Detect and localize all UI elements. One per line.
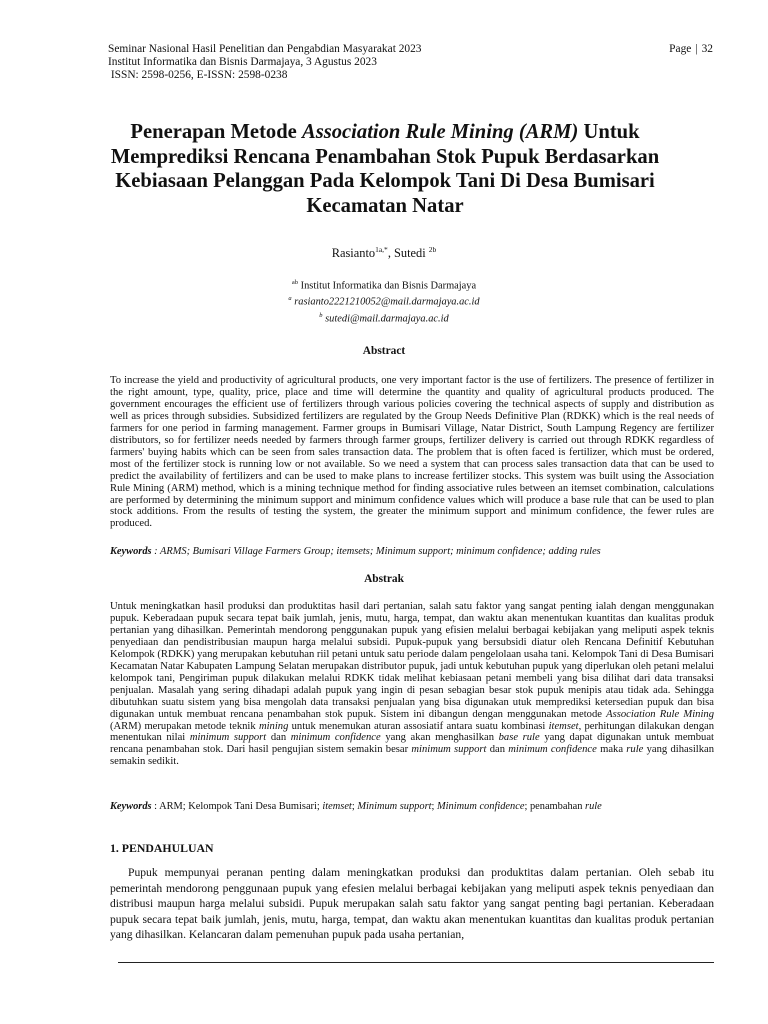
section-body: Pupuk mempunyai peranan penting dalam meningkatkan produksi dan produktitas dalam pertanian. Oleh sebab itu pemerintah mendorong penggunaan pupuk yang efesien melalui berbagai kebijakan yang meliputi aspek teknis penyediaan dan distribusi maupun harga melalui subsidi. Pupuk merupakan salah satu faktor yang sangat penting bagi pertanian. Keberadaan pupuk secara tepat baik jumlah, jenis, mutu, harga, tempat, dan waktu akan menentukan kuantitas dan kualitas produk pertanian yang dihasilkan. Kelancaran dalam pemenuhan pupuk pada usaha pertanian, bbox=[110, 866, 714, 942]
header-conference: Seminar Nasional Hasil Penelitian dan Pengabdian Masyarakat 2023 bbox=[108, 43, 422, 55]
abstrak-keywords: Keywords : ARM; Kelompok Tani Desa Bumisari; itemset; Minimum support; Minimum confidence; penambahan rule bbox=[110, 801, 602, 812]
page-number: Page | 32 bbox=[669, 43, 713, 55]
section-heading: 1. PENDAHULUAN bbox=[110, 841, 214, 855]
header-venue: Institut Informatika dan Bisnis Darmajaya, 3 Agustus 2023 bbox=[108, 56, 377, 68]
abstract-body: To increase the yield and productivity of agricultural products, one very important factor is the use of fertilizers. The presence of fertilizer in the right amount, type, quality, price, place and time will determine the quantity and quality of agricultural products produced. The government encourages the efficient use of fertilizers through various policies covering the technical aspects of supply and distribution as well as prices through subsidies. Subsidized fertilizers are regulated by the Group Needs Definitive Plan (RDKK) which is the real needs of farmers for one period in farming management. Farmer groups in Bumisari Village, Natar District, South Lampung Regency are fertilizer distributors, so for fertilizer needs needed by farmers through farmer groups, fertilizer delivery is carried out through RDKK regardless of farmers' buying habits which can be seen from sales transaction data. The problem that is often faced is fertilizer, which must be ordered, most of the fertilizer stock is running low or not available. So we need a system that can process sales transaction data that can be used to predict the availability of fertilizers and can be used to make plans to increase fertilizer stocks. This system was built using the Association Rule Mining (ARM) method, which is a mining technique method for finding associative rules between an itemset combination, calculations are performed by determining the minimum support and minimum confidence values which will produce a base rule that can be used to plan stock additions. From the results of testing the system, the greater the minimum support and minimum confidence, the fewer rules are produced. bbox=[110, 375, 714, 530]
paper-title: Penerapan Metode Association Rule Mining (ARM) Untuk Memprediksi Rencana Penambahan Stok Pupuk Berdasarkan Kebiasaan Pelanggan Pada Kelompok Tani Di Desa Bumisari Kecamatan Natar bbox=[110, 121, 660, 217]
abstrak-heading: Abstrak bbox=[364, 573, 404, 585]
author-name: Sutedi bbox=[394, 246, 429, 261]
abstract-heading: Abstract bbox=[362, 345, 406, 357]
author-list: Rasianto$^{1a,*}$, Sutedi $^{2b}$ bbox=[331, 245, 437, 261]
abstract-keywords: Keywords : ARMS; Bumisari Village Farmers Group; itemsets; Minimum support; minimum confidence; adding rules bbox=[110, 546, 601, 557]
author-email: $^a$ rasianto2221210052@mail.darmajaya.ac.id bbox=[288, 295, 480, 308]
affiliation-institution: $^{ab}$ Institut Informatika dan Bisnis Darmajaya bbox=[291, 279, 477, 292]
header-issn: ISSN: 2598-0256, E-ISSN: 2598-0238 bbox=[110, 69, 288, 81]
author-name: Rasianto bbox=[331, 246, 376, 261]
footer-rule bbox=[118, 962, 714, 963]
affiliation bbox=[0, 277, 768, 326]
author-email: $^b$ sutedi@mail.darmajaya.ac.id bbox=[319, 311, 449, 324]
running-header bbox=[108, 43, 713, 82]
abstrak-body: Untuk meningkatkan hasil produksi dan produktitas hasil dari pertanian, salah satu faktor yang sangat penting ialah dengan menggunakan pupuk. Keberadaan pupuk secara tepat baik jumlah, jenis, mutu, harga, tempat, dan waktu akan menentukan kuantitas dan kualitas produk pertanian yang dihasilkan. Pemerintah mendorong penggunakan pupuk yang efisien melalui berbagai kebijakan yang meliputi aspek teknis penyediaan dan pendistribusian maupun harga melalui subsidi. Pupuk-pupuk yang bersubsidi diatur oleh Rencana Definitif Kebutuhan Kelompok (RDKK) yang merupakan kebutuhan riil petani untuk satu periode dalam pengelolaan usaha tani. Kelompok Tani di Desa Bumisari Kecamatan Natar Kabupaten Lampung Selatan merupakan distributor pupuk, jadi untuk kebutuhan pupuk yang diperlukan oleh petani melalui kelompok tani, Pengiriman pupuk dilakukan melalui RDKK tidak melihat kebiasaan petani membeli yang bisa dilihat dari data transaksi penjualan. Masalah yang sering dihadapi adalah pupuk yang ingin di pesan sebagian besar stok pupuk menipis atau tidak ada. Sehingga dibutuhkan suatu sistem yang bisa mengolah data transaksi penjualan yang bisa digunakan utuk memprediksi ketersedian pupuk dan bisa digunakan untuk membuat rencana penambahan stok pupuk. Sistem ini dibangun dengan menggunakan metode Association Rule Mining (ARM) merupakan metode teknik mining untuk menemukan aturan assosiatif antara suatu kombinasi itemset, perhitungan dilakukan dengan menentukan nilai minimum support dan minimum confidence yang akan menghasilkan base rule yang dapat digunakan untuk membuat rencana penambahan stok. Dari hasil pengujian sistem semakin besar minimum support dan minimum confidence maka rule yang dihasilkan semakin sedikit. bbox=[110, 601, 715, 768]
